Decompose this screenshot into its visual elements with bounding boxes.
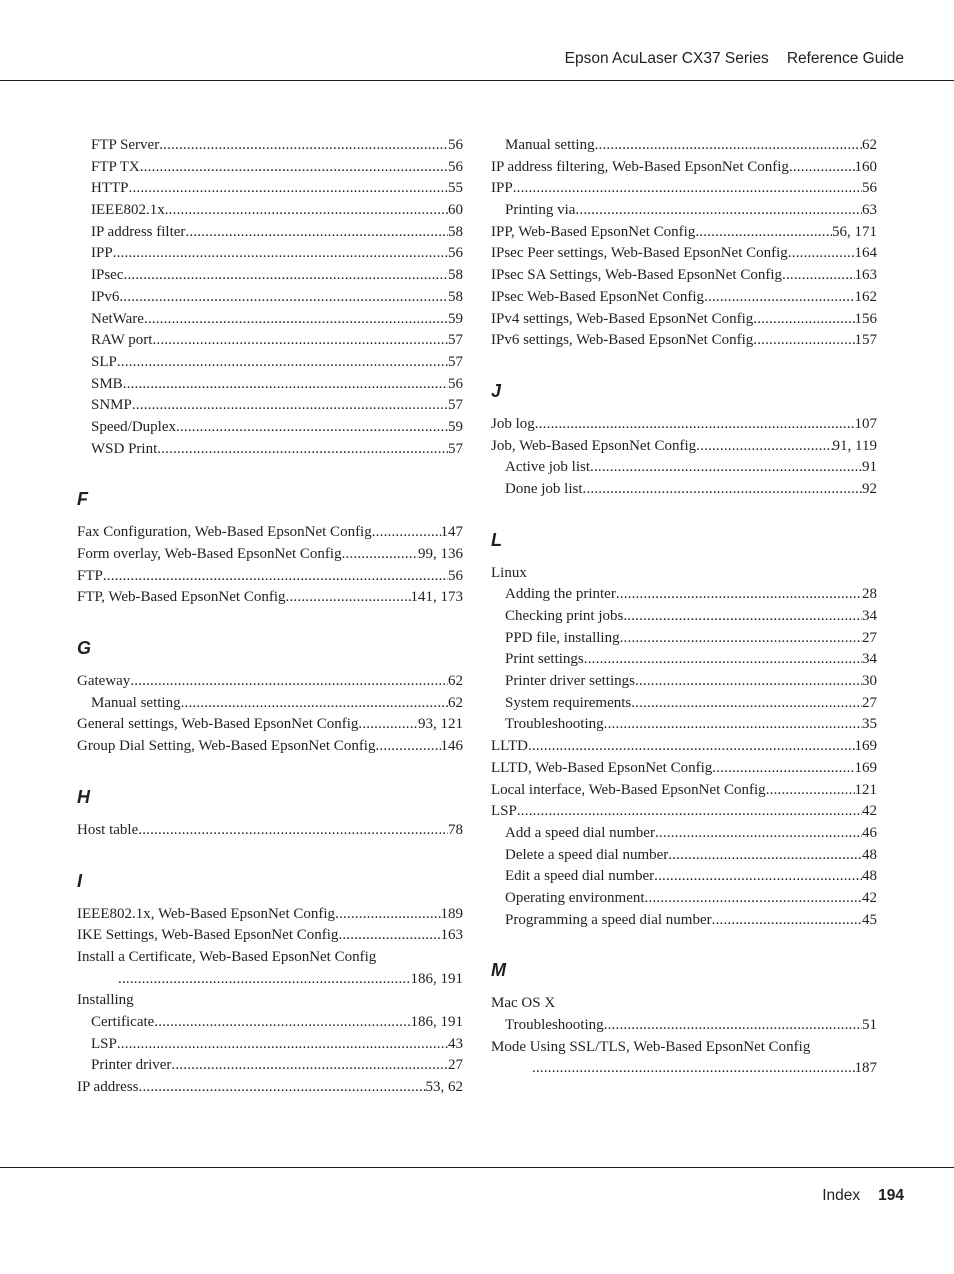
index-entry: LSP ..... 43: [77, 1034, 463, 1056]
index-column-right: [491, 135, 877, 1080]
section-letter-f: F: [77, 489, 88, 510]
index-entry-continuation: ..... 187: [491, 1058, 877, 1080]
index-entry: LSP ..... 42: [491, 801, 877, 823]
index-entry: Printer driver settings ..... 30: [491, 671, 877, 693]
index-entry: SLP ..... 57: [77, 352, 463, 374]
index-entry: HTTP ..... 55: [77, 178, 463, 200]
index-entry: Troubleshooting ..... 35: [491, 714, 877, 736]
index-entry-continuation: ..... 186, 191: [77, 969, 463, 991]
header-guide: Reference Guide: [786, 50, 904, 67]
index-entry: IPsec Peer settings, Web-Based EpsonNet Config ..... 164: [491, 243, 877, 265]
index-entry: IPP, Web-Based EpsonNet Config ..... 56, 171: [491, 222, 877, 244]
index-entry: Manual setting ..... 62: [491, 135, 877, 157]
index-entry: IP address filter ..... 58: [77, 222, 463, 244]
index-entry: IPsec Web-Based EpsonNet Config ..... 162: [491, 287, 877, 309]
index-entry: Manual setting ..... 62: [77, 693, 463, 715]
index-entry: System requirements ..... 27: [491, 693, 877, 715]
index-entry: Mode Using SSL/TLS, Web-Based EpsonNet Config: [491, 1038, 811, 1055]
index-entry: Printer driver ..... 27: [77, 1055, 463, 1077]
index-entry: Installing: [77, 992, 134, 1009]
index-entry: Edit a speed dial number ..... 48: [491, 866, 877, 888]
index-entry: Form overlay, Web-Based EpsonNet Config ..... 99, 136: [77, 544, 463, 566]
index-entry: IPv6 ..... 58: [77, 287, 463, 309]
index-entry: Printing via ..... 63: [491, 200, 877, 222]
index-entry: Delete a speed dial number ..... 48: [491, 845, 877, 867]
index-entry: IKE Settings, Web-Based EpsonNet Config ..... 163: [77, 925, 463, 947]
index-entry: Speed/Duplex ..... 59: [77, 417, 463, 439]
page-number: 194: [878, 1187, 904, 1204]
section-letter-h: H: [77, 786, 90, 807]
footer-rule: [0, 1167, 954, 1168]
index-entry: IPP ..... 56: [491, 178, 877, 200]
index-entry: Certificate ..... 186, 191: [77, 1012, 463, 1034]
running-header: [0, 50, 904, 68]
index-entry: IPsec SA Settings, Web-Based EpsonNet Config ..... 163: [491, 265, 877, 287]
index-entry: Fax Configuration, Web-Based EpsonNet Config ..... 147: [77, 522, 463, 544]
header-product: Epson AcuLaser CX37 Series: [564, 50, 769, 67]
index-column-left: [77, 135, 463, 1099]
section-letter-i: I: [77, 870, 83, 891]
index-entry: IEEE802.1x, Web-Based EpsonNet Config ..... 189: [77, 904, 463, 926]
index-entry: FTP, Web-Based EpsonNet Config ..... 141, 173: [77, 587, 463, 609]
index-entry: SMB ..... 56: [77, 374, 463, 396]
index-entry: General settings, Web-Based EpsonNet Config ..... 93, 121: [77, 714, 463, 736]
footer-label: Index: [822, 1187, 861, 1204]
page-footer: [0, 1187, 904, 1205]
index-entry: LLTD, Web-Based EpsonNet Config ..... 169: [491, 758, 877, 780]
header-rule: [0, 80, 954, 81]
index-entry: Job log ..... 107: [491, 414, 877, 436]
index-entry: FTP Server ..... 56: [77, 135, 463, 157]
index-entry: Troubleshooting ..... 51: [491, 1015, 877, 1037]
index-entry: Local interface, Web-Based EpsonNet Config ..... 121: [491, 780, 877, 802]
index-entry: FTP ..... 56: [77, 566, 463, 588]
section-letter-l: L: [491, 529, 502, 550]
index-entry: IPsec ..... 58: [77, 265, 463, 287]
section-letter-g: G: [77, 638, 92, 659]
index-entry: RAW port ..... 57: [77, 330, 463, 352]
section-letter-m: M: [491, 960, 506, 981]
index-entry: IP address filtering, Web-Based EpsonNet Config ..... 160: [491, 157, 877, 179]
index-entry: IPP ..... 56: [77, 243, 463, 265]
index-entry: IP address ..... 53, 62: [77, 1077, 463, 1099]
index-entry: FTP TX ..... 56: [77, 157, 463, 179]
index-entry: Programming a speed dial number ..... 45: [491, 910, 877, 932]
index-entry: Add a speed dial number ..... 46: [491, 823, 877, 845]
index-entry: WSD Print ..... 57: [77, 439, 463, 461]
index-entry: Gateway ..... 62: [77, 671, 463, 693]
index-entry: Print settings ..... 34: [491, 649, 877, 671]
index-entry: Job, Web-Based EpsonNet Config ..... 91, 119: [491, 436, 877, 458]
index-entry: Done job list ..... 92: [491, 479, 877, 501]
index-entry: Checking print jobs ..... 34: [491, 606, 877, 628]
index-entry: Linux: [491, 564, 527, 581]
index-entry: Mac OS X: [491, 995, 556, 1012]
index-entry: Operating environment ..... 42: [491, 888, 877, 910]
index-entry: IPv6 settings, Web-Based EpsonNet Config ..... 157: [491, 330, 877, 352]
section-letter-j: J: [491, 380, 502, 401]
index-entry: Install a Certificate, Web-Based EpsonNet Config: [77, 948, 377, 965]
index-entry: Adding the printer ..... 28: [491, 584, 877, 606]
index-entry: Host table ..... 78: [77, 820, 463, 842]
index-entry: PPD file, installing ..... 27: [491, 628, 877, 650]
index-entry: SNMP ..... 57: [77, 395, 463, 417]
index-entry: IEEE802.1x ..... 60: [77, 200, 463, 222]
index-entry: LLTD ..... 169: [491, 736, 877, 758]
index-entry: IPv4 settings, Web-Based EpsonNet Config ..... 156: [491, 309, 877, 331]
index-entry: Active job list ..... 91: [491, 457, 877, 479]
index-entry: NetWare ..... 59: [77, 309, 463, 331]
index-entry: Group Dial Setting, Web-Based EpsonNet Config ..... 146: [77, 736, 463, 758]
